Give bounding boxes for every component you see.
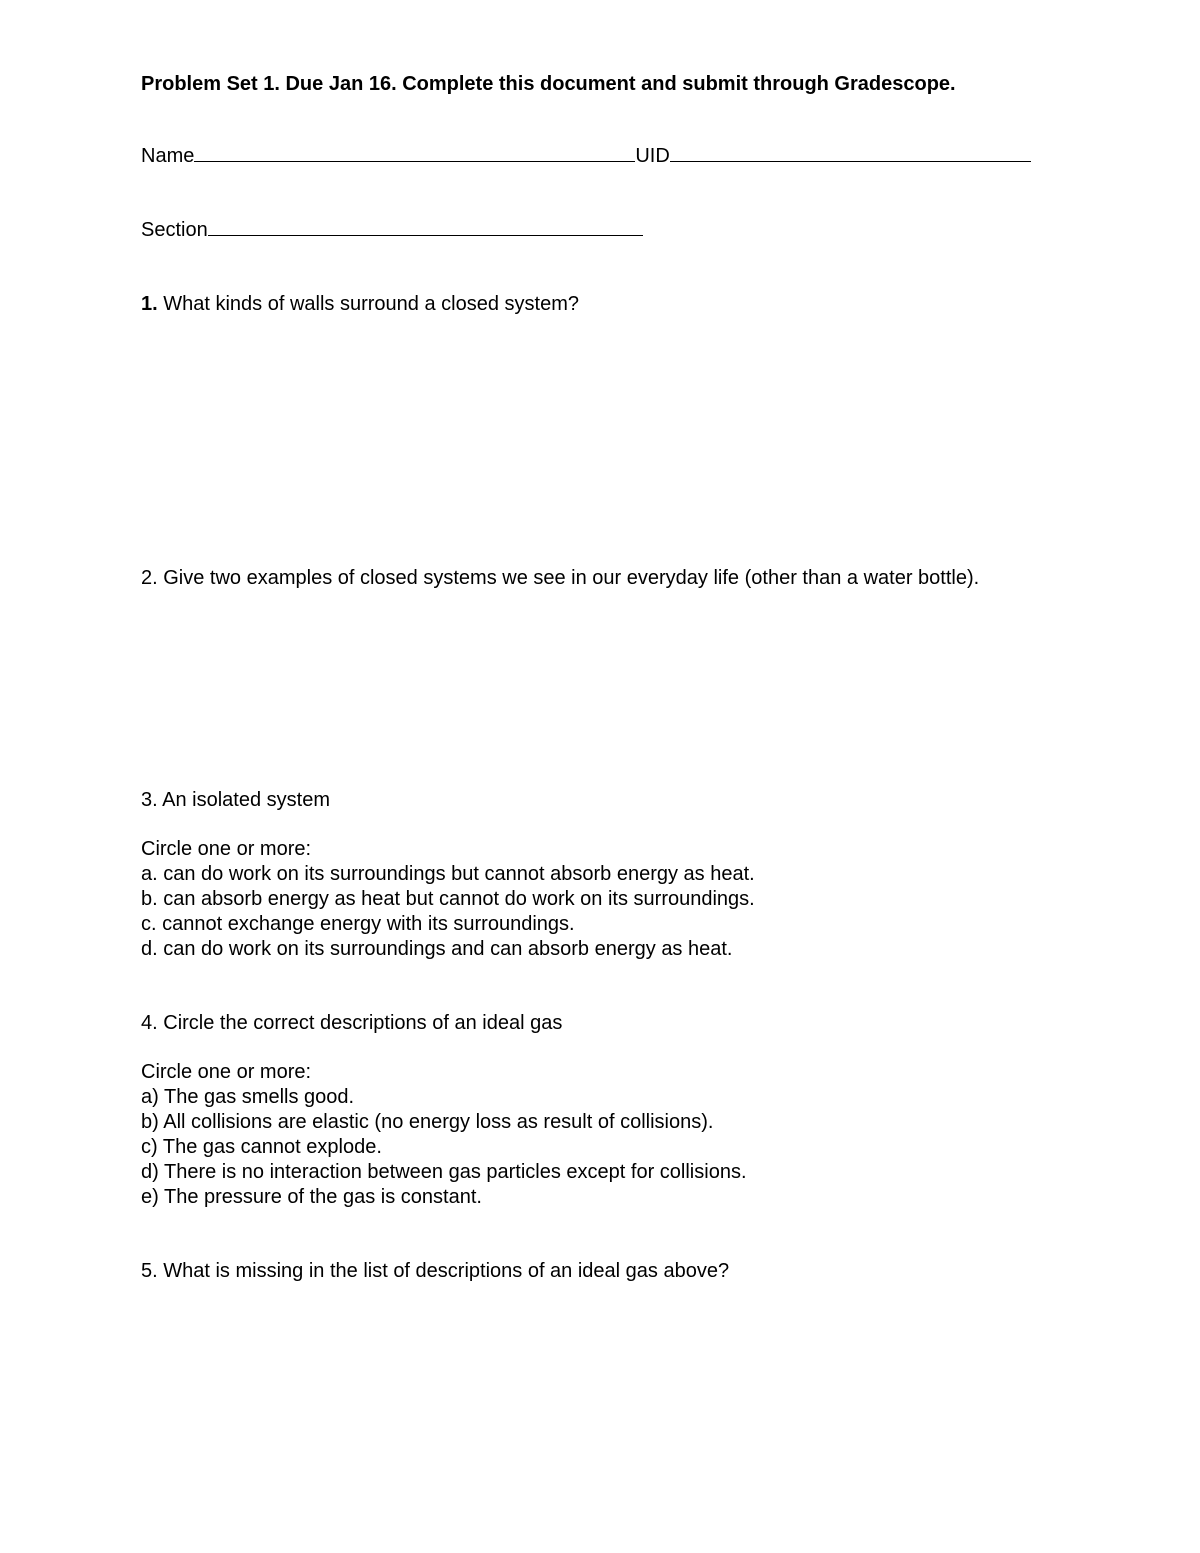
name-label: Name bbox=[141, 145, 195, 167]
question-2 bbox=[141, 566, 979, 590]
question-1 bbox=[141, 292, 579, 316]
question-4-option-b[interactable]: b) All collisions are elastic (no energy loss as result of collisions). bbox=[141, 1111, 714, 1133]
question-3-prompt: Circle one or more: bbox=[141, 838, 312, 860]
question-3-option-a[interactable]: a. can do work on its surroundings but cannot absorb energy as heat. bbox=[141, 863, 755, 885]
uid-label: UID bbox=[635, 145, 670, 167]
section-field[interactable] bbox=[208, 217, 643, 236]
question-3-number: 3. bbox=[141, 789, 158, 811]
question-2-number: 2. bbox=[141, 567, 158, 589]
question-4-prompt: Circle one or more: bbox=[141, 1061, 312, 1083]
question-4-number: 4. bbox=[141, 1012, 158, 1034]
question-4-option-e[interactable]: e) The pressure of the gas is constant. bbox=[141, 1186, 482, 1208]
page-title: Problem Set 1. Due Jan 16. Complete this document and submit through Gradescope. bbox=[141, 73, 956, 95]
question-4-option-a[interactable]: a) The gas smells good. bbox=[141, 1086, 355, 1108]
question-3-option-d[interactable]: d. can do work on its surroundings and can absorb energy as heat. bbox=[141, 938, 733, 960]
question-3 bbox=[141, 788, 330, 812]
section-label: Section bbox=[141, 219, 208, 241]
question-4-text: Circle the correct descriptions of an ideal gas bbox=[157, 1012, 563, 1034]
name-uid-row bbox=[141, 143, 1031, 168]
question-1-number: 1. bbox=[141, 293, 158, 315]
question-5 bbox=[141, 1259, 729, 1283]
question-5-text: What is missing in the list of descriptions of an ideal gas above? bbox=[157, 1260, 730, 1282]
question-3-option-b[interactable]: b. can absorb energy as heat but cannot do work on its surroundings. bbox=[141, 888, 755, 910]
question-5-number: 5. bbox=[141, 1260, 158, 1282]
question-3-option-c[interactable]: c. cannot exchange energy with its surroundings. bbox=[141, 913, 575, 935]
uid-field[interactable] bbox=[670, 143, 1031, 162]
question-4-option-c[interactable]: c) The gas cannot explode. bbox=[141, 1136, 382, 1158]
question-4 bbox=[141, 1011, 562, 1035]
question-4-option-d[interactable]: d) There is no interaction between gas particles except for collisions. bbox=[141, 1161, 747, 1183]
question-2-text: Give two examples of closed systems we see in our everyday life (other than a water bottle). bbox=[157, 567, 980, 589]
question-3-text: An isolated system bbox=[157, 789, 330, 811]
section-row bbox=[141, 217, 643, 242]
name-field[interactable] bbox=[194, 143, 635, 162]
question-1-text: What kinds of walls surround a closed system? bbox=[157, 293, 579, 315]
